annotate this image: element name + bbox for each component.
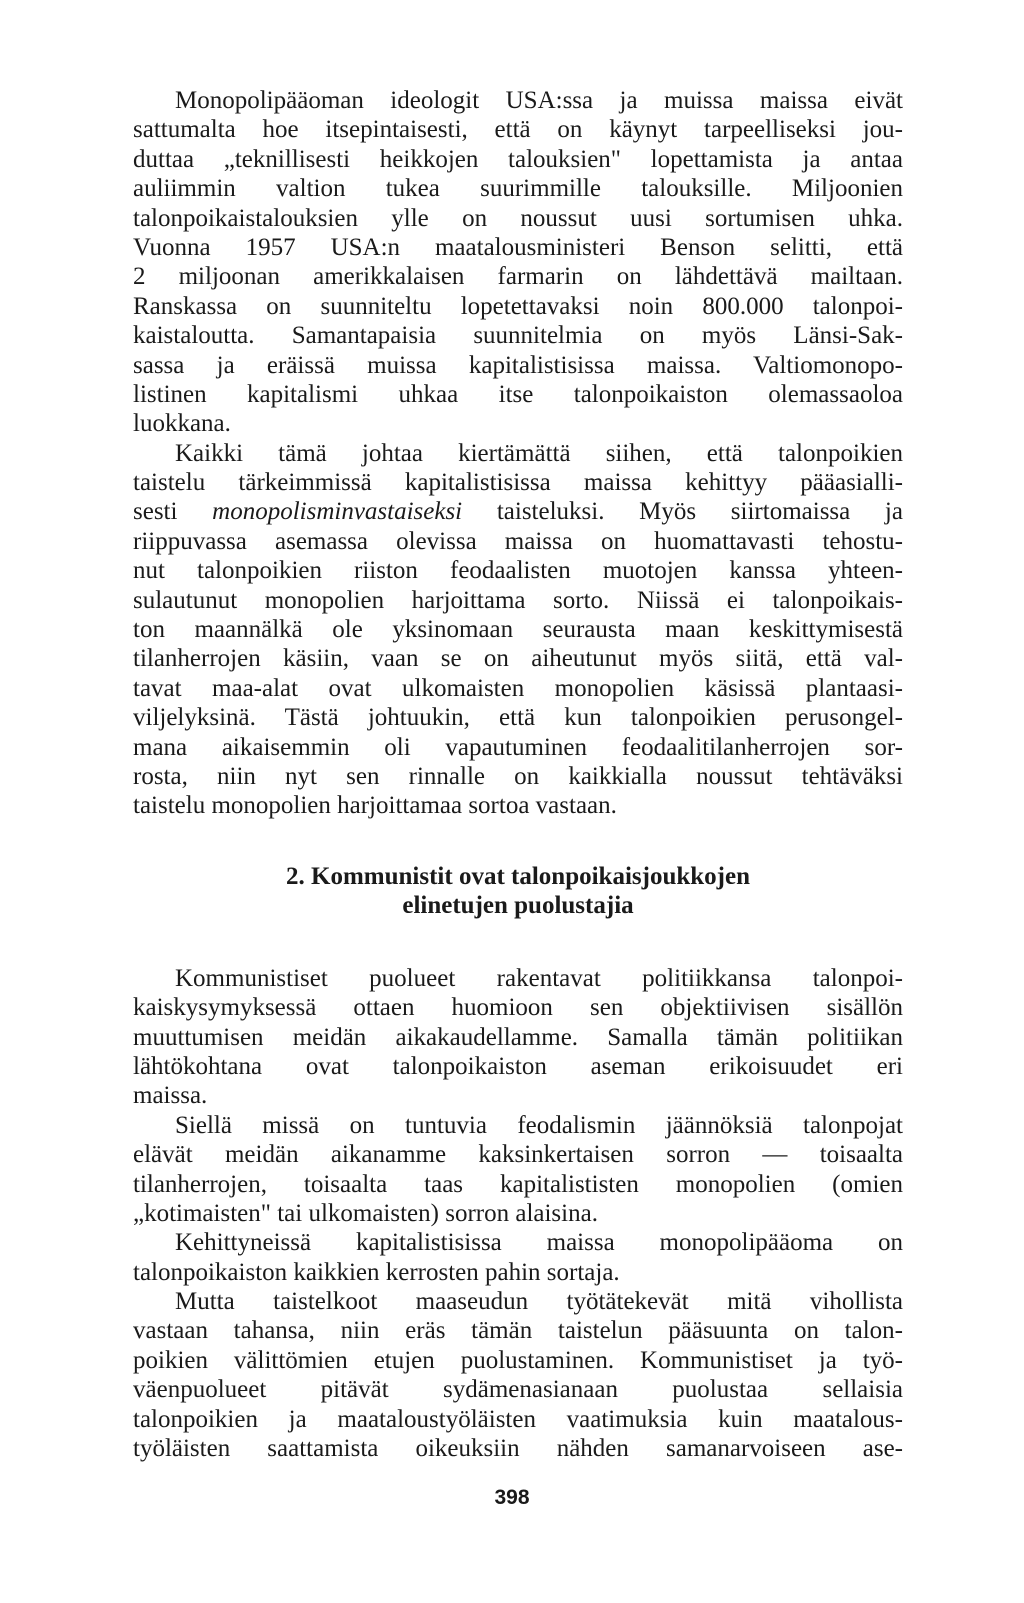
- text-line: nut talonpoikien riiston feodaalisten muotojen kanssa yhteen-: [133, 557, 903, 585]
- text-line: taistelu tärkeimmissä kapitalistisissa maissa kehittyy pääasialli-: [133, 469, 903, 497]
- paragraph-5: [133, 1228, 903, 1287]
- text-line: Mutta taistelkoot maaseudun työtätekevät mitä vihollista: [175, 1288, 903, 1316]
- paragraph-1: [133, 86, 903, 439]
- text-line: kaistaloutta. Samantapaisia suunnitelmia on myös Länsi-Sak-: [133, 322, 903, 350]
- text-line: Kehittyneissä kapitalistisissa maissa monopolipääoma on: [175, 1229, 903, 1257]
- text-line: Kommunistiset puolueet rakentavat politiikkansa talonpoi-: [175, 964, 903, 992]
- text-line: rosta, niin nyt sen rinnalle on kaikkialla noussut tehtäväksi: [133, 762, 903, 790]
- text-line: sattumalta hoe itsepintaisesti, että on käynyt tarpeelliseksi jou-: [133, 116, 903, 144]
- text-line: luokkana.: [133, 410, 231, 438]
- text-line: Kaikki tämä johtaa kiertämättä siihen, että talonpoikien: [175, 439, 903, 467]
- book-page-body: [133, 86, 903, 1463]
- text-line: mana aikaisemmin oli vapautuminen feodaalitilanherrojen sor-: [133, 733, 903, 761]
- text-line: taistelu monopolien harjoittamaa sortoa vastaan.: [133, 792, 617, 820]
- page-number: 398: [494, 1486, 530, 1509]
- text-line: väenpuolueet pitävät sydämenasianaan puolustaa sellaisia: [133, 1376, 903, 1404]
- text-line: poikien välittömien etujen puolustaminen. Kommunistiset ja työ-: [133, 1346, 903, 1374]
- paragraph-6: [133, 1287, 903, 1463]
- text-span: sesti: [133, 498, 213, 526]
- text-line: kaiskysymyksessä ottaen huomioon sen objektiivisen sisällön: [133, 994, 903, 1022]
- section-heading: [133, 862, 903, 920]
- text-line: talonpoikaistalouksien ylle on noussut uusi sortumisen uhka.: [133, 204, 903, 232]
- text-line: sassa ja eräissä muissa kapitalistisissa maissa. Valtiomonopo-: [133, 351, 903, 379]
- text-line: riippuvassa asemassa olevissa maissa on huomattavasti tehostu-: [133, 527, 903, 555]
- text-line: maissa.: [133, 1082, 208, 1110]
- text-line: ton maannälkä ole yksinomaan seurausta maan keskittymisestä: [133, 616, 903, 644]
- section-heading-line-1: 2. Kommunistit ovat talonpoikaisjoukkojen: [286, 862, 750, 890]
- text-line: talonpoikaiston kaikkien kerrosten pahin sortaja.: [133, 1258, 620, 1286]
- text-line: Siellä missä on tuntuvia feodalismin jäännöksiä talonpojat: [175, 1111, 903, 1139]
- text-line: auliimmin valtion tukea suurimmille talouksille. Miljoonien: [133, 175, 903, 203]
- text-line: tilanherrojen, toisaalta taas kapitalististen monopolien (omien: [133, 1170, 903, 1198]
- section-heading-line-2: elinetujen puolustajia: [402, 891, 634, 919]
- text-line: listinen kapitalismi uhkaa itse talonpoikaiston olemassaoloa: [133, 380, 903, 408]
- text-span: taisteluksi. Myös siirtomaissa ja: [462, 498, 903, 526]
- text-line: viljelyksinä. Tästä johtuukin, että kun talonpoikien perusongel-: [133, 704, 903, 732]
- text-line: Vuonna 1957 USA:n maatalousministeri Benson selitti, että: [133, 233, 903, 261]
- text-line: tilanherrojen käsiin, vaan se on aiheutunut myös siitä, että val-: [133, 645, 903, 673]
- text-line: Ranskassa on suunniteltu lopetettavaksi noin 800.000 talonpoi-: [133, 292, 903, 320]
- paragraph-4: [133, 1111, 903, 1229]
- text-line: talonpoikien ja maataloustyöläisten vaatimuksia kuin maatalous-: [133, 1405, 903, 1433]
- paragraph-3: [133, 964, 903, 1111]
- text-line: lähtökohtana ovat talonpoikaiston aseman erikoisuudet eri: [133, 1052, 903, 1080]
- text-line: Monopolipääoman ideologit USA:ssa ja muissa maissa eivät: [175, 87, 903, 114]
- text-line: muuttumisen meidän aikakaudellamme. Samalla tämän politiikan: [133, 1023, 903, 1051]
- text-line: tavat maa-alat ovat ulkomaisten monopolien käsissä plantaasi-: [133, 674, 903, 702]
- text-line: duttaa „teknillisesti heikkojen talouksien" lopettamista ja antaa: [133, 145, 903, 173]
- text-line: työläisten saattamista oikeuksiin nähden samanarvoiseen ase-: [133, 1435, 903, 1463]
- text-line: vastaan tahansa, niin eräs tämän taistelun pääsuunta on talon-: [133, 1317, 903, 1345]
- text-line: sulautunut monopolien harjoittama sorto. Niissä ei talonpoikais-: [133, 586, 903, 614]
- text-line: elävät meidän aikanamme kaksinkertaisen sorron — toisaalta: [133, 1141, 903, 1169]
- text-line: 2 miljoonan amerikkalaisen farmarin on lähdettävä mailtaan.: [133, 263, 903, 291]
- emphasized-term: monopolisminvastaiseksi: [212, 498, 463, 526]
- paragraph-2: [133, 439, 903, 821]
- text-line: „kotimaisten" tai ulkomaisten) sorron alaisina.: [133, 1199, 598, 1227]
- text-line-with-emphasis: [133, 497, 903, 526]
